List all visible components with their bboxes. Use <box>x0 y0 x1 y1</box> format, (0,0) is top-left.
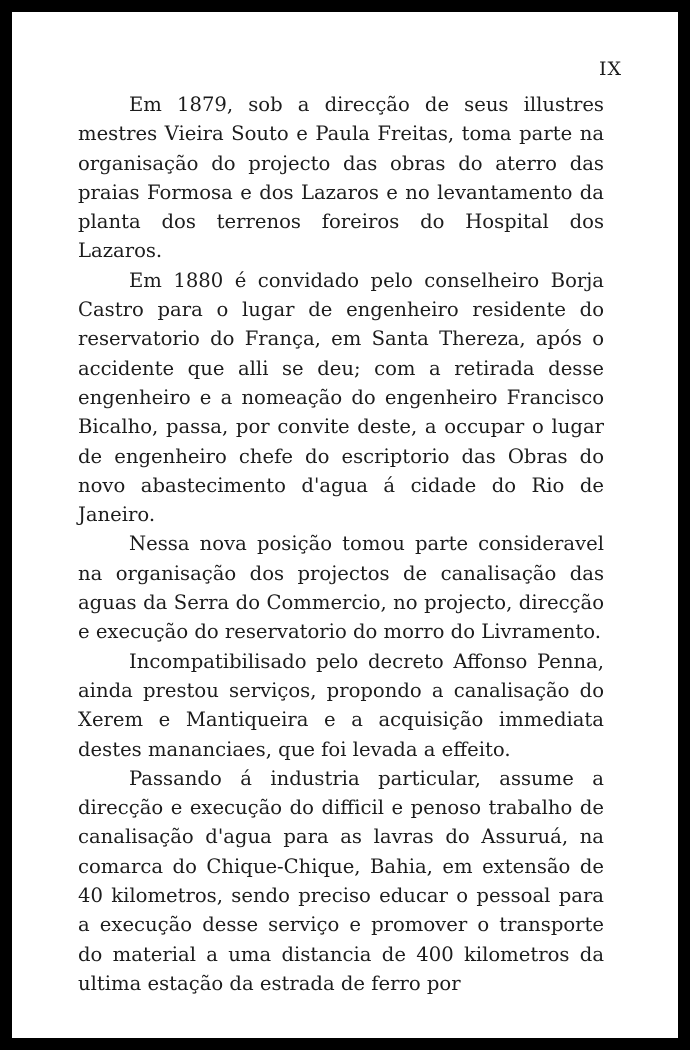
paragraph-1880: Em 1880 é convidado pelo conselheiro Borja Castro para o lugar de engenheiro residente do reservatorio do França, em Santa Thereza, após o accidente que alli se deu; com a retirada desse engenheiro e a nomeação do engenheiro Francisco Bicalho, passa, por convite deste, a occupar o lugar de engenheiro chefe do escriptorio das Obras do novo abastecimento d'agua á cidade do Rio de Janeiro. <box>78 268 604 527</box>
paragraph-nova-posicao: Nessa nova posição tomou parte consideravel na organisação dos projectos de canalisação das aguas da Serra do Commercio, no projecto, direcção e execução do reservatorio do morro do Livramento. <box>78 532 604 644</box>
paragraph-1879: Em 1879, sob a direcção de seus illustres mestres Vieira Souto e Paula Freitas, toma parte na organisação do projecto das obras do aterro das praias Formosa e dos Lazaros e no levantamento da planta dos terrenos foreiros do Hospital dos Lazaros. <box>78 93 604 263</box>
page-number: IX <box>598 58 622 80</box>
paragraph-incompatibilisado: Incompatibilisado pelo decreto Affonso Penna, ainda prestou serviços, propondo a canalisação do Xerem e Mantiqueira e a acquisição immediata destes mananciaes, que foi levada a effeito. <box>78 649 604 761</box>
book-page <box>12 12 678 1038</box>
body-text <box>78 90 604 998</box>
paragraph-industria-particular: Passando á industria particular, assume a direcção e execução do difficil e penoso trabalho de canalisação d'agua para as lavras do Assuruá, na comarca do Chique-Chique, Bahia, em extensão de 40 kilometros, sendo preciso educar o pessoal para a execução desse serviço e promover o transporte do material a uma distancia de 400 kilometros da ultima estação da estrada de ferro por <box>78 766 604 995</box>
